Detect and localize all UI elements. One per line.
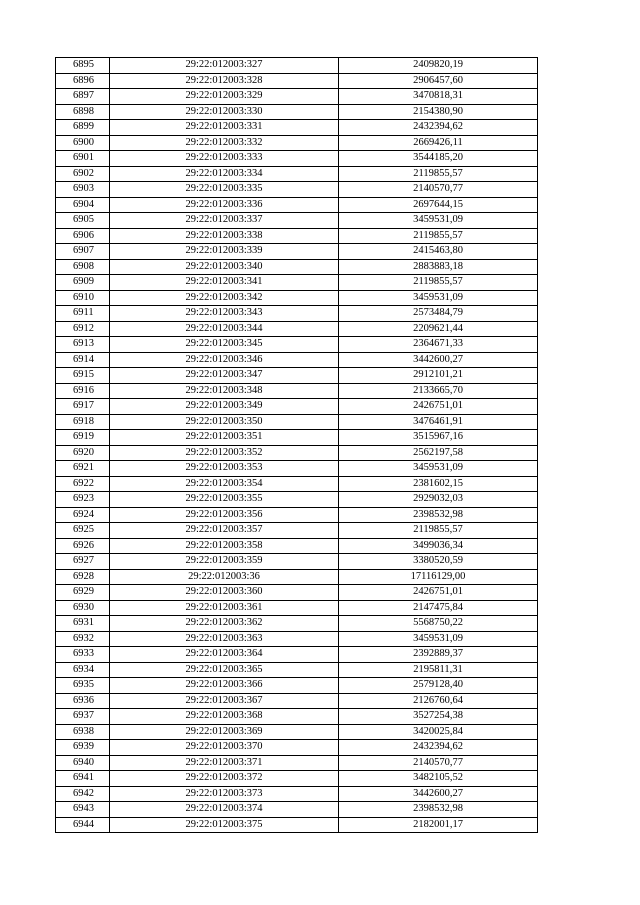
- table-row: [56, 306, 538, 322]
- cadastral-number-cell: 29:22:012003:36: [110, 569, 339, 585]
- cadastral-number-cell: 29:22:012003:361: [110, 600, 339, 616]
- cadastral-number-cell: 29:22:012003:336: [110, 197, 339, 213]
- table-row: [56, 461, 538, 477]
- row-number-cell: 6940: [56, 755, 110, 771]
- table-row: [56, 337, 538, 353]
- cadastral-value-cell: 3459531,09: [339, 461, 538, 477]
- cadastral-number-cell: 29:22:012003:367: [110, 693, 339, 709]
- table-row: [56, 647, 538, 663]
- cadastral-number-cell: 29:22:012003:332: [110, 135, 339, 151]
- cadastral-number-cell: 29:22:012003:343: [110, 306, 339, 322]
- row-number-cell: 6934: [56, 662, 110, 678]
- table-row: [56, 476, 538, 492]
- cadastral-number-cell: 29:22:012003:345: [110, 337, 339, 353]
- row-number-cell: 6906: [56, 228, 110, 244]
- row-number-cell: 6898: [56, 104, 110, 120]
- row-number-cell: 6902: [56, 166, 110, 182]
- cadastral-number-cell: 29:22:012003:342: [110, 290, 339, 306]
- table-row: [56, 430, 538, 446]
- table-row: [56, 817, 538, 833]
- table-row: [56, 120, 538, 136]
- table-row: [56, 213, 538, 229]
- table-row: [56, 740, 538, 756]
- cadastral-number-cell: 29:22:012003:353: [110, 461, 339, 477]
- cadastral-value-cell: 2119855,57: [339, 166, 538, 182]
- cadastral-value-cell: 2426751,01: [339, 585, 538, 601]
- row-number-cell: 6900: [56, 135, 110, 151]
- table-row: [56, 182, 538, 198]
- cadastral-number-cell: 29:22:012003:374: [110, 802, 339, 818]
- table-row: [56, 58, 538, 74]
- cadastral-number-cell: 29:22:012003:375: [110, 817, 339, 833]
- row-number-cell: 6913: [56, 337, 110, 353]
- cadastral-value-cell: 2119855,57: [339, 523, 538, 539]
- cadastral-number-cell: 29:22:012003:340: [110, 259, 339, 275]
- cadastral-value-cell: 2119855,57: [339, 275, 538, 291]
- table-row: [56, 352, 538, 368]
- cadastral-number-cell: 29:22:012003:355: [110, 492, 339, 508]
- table-row: [56, 197, 538, 213]
- cadastral-number-cell: 29:22:012003:334: [110, 166, 339, 182]
- row-number-cell: 6941: [56, 771, 110, 787]
- cadastral-number-cell: 29:22:012003:344: [110, 321, 339, 337]
- table-row: [56, 802, 538, 818]
- cadastral-number-cell: 29:22:012003:328: [110, 73, 339, 89]
- cadastral-number-cell: 29:22:012003:368: [110, 709, 339, 725]
- cadastral-number-cell: 29:22:012003:359: [110, 554, 339, 570]
- table-row: [56, 368, 538, 384]
- row-number-cell: 6914: [56, 352, 110, 368]
- cadastral-value-cell: 3380520,59: [339, 554, 538, 570]
- row-number-cell: 6909: [56, 275, 110, 291]
- cadastral-value-cell: 2883883,18: [339, 259, 538, 275]
- table-row: [56, 383, 538, 399]
- cadastral-value-cell: 3459531,09: [339, 213, 538, 229]
- table-row: [56, 662, 538, 678]
- table-row: [56, 616, 538, 632]
- row-number-cell: 6943: [56, 802, 110, 818]
- table-row: [56, 290, 538, 306]
- cadastral-number-cell: 29:22:012003:350: [110, 414, 339, 430]
- row-number-cell: 6901: [56, 151, 110, 167]
- cadastral-number-cell: 29:22:012003:341: [110, 275, 339, 291]
- cadastral-value-table: [55, 57, 538, 833]
- cadastral-value-cell: 17116129,00: [339, 569, 538, 585]
- table-row: [56, 693, 538, 709]
- cadastral-value-cell: 3442600,27: [339, 352, 538, 368]
- cadastral-number-cell: 29:22:012003:339: [110, 244, 339, 260]
- cadastral-value-cell: 3459531,09: [339, 290, 538, 306]
- table-row: [56, 554, 538, 570]
- cadastral-value-cell: 2409820,19: [339, 58, 538, 74]
- cadastral-number-cell: 29:22:012003:329: [110, 89, 339, 105]
- cadastral-value-cell: 2398532,98: [339, 507, 538, 523]
- table-row: [56, 104, 538, 120]
- cadastral-value-cell: 2140570,77: [339, 182, 538, 198]
- table-row: [56, 709, 538, 725]
- row-number-cell: 6918: [56, 414, 110, 430]
- table-row: [56, 678, 538, 694]
- row-number-cell: 6915: [56, 368, 110, 384]
- cadastral-value-cell: 2133665,70: [339, 383, 538, 399]
- row-number-cell: 6919: [56, 430, 110, 446]
- table-row: [56, 771, 538, 787]
- row-number-cell: 6903: [56, 182, 110, 198]
- cadastral-value-cell: 2364671,33: [339, 337, 538, 353]
- table-row: [56, 73, 538, 89]
- cadastral-value-cell: 3470818,31: [339, 89, 538, 105]
- cadastral-value-cell: 5568750,22: [339, 616, 538, 632]
- row-number-cell: 6922: [56, 476, 110, 492]
- cadastral-value-cell: 2392889,37: [339, 647, 538, 663]
- cadastral-number-cell: 29:22:012003:365: [110, 662, 339, 678]
- row-number-cell: 6911: [56, 306, 110, 322]
- cadastral-number-cell: 29:22:012003:354: [110, 476, 339, 492]
- cadastral-number-cell: 29:22:012003:372: [110, 771, 339, 787]
- cadastral-number-cell: 29:22:012003:360: [110, 585, 339, 601]
- row-number-cell: 6896: [56, 73, 110, 89]
- cadastral-value-cell: 2182001,17: [339, 817, 538, 833]
- cadastral-value-cell: 2432394,62: [339, 120, 538, 136]
- table-row: [56, 507, 538, 523]
- table-row: [56, 523, 538, 539]
- cadastral-number-cell: 29:22:012003:369: [110, 724, 339, 740]
- cadastral-number-cell: 29:22:012003:327: [110, 58, 339, 74]
- row-number-cell: 6916: [56, 383, 110, 399]
- cadastral-number-cell: 29:22:012003:331: [110, 120, 339, 136]
- cadastral-value-cell: 3420025,84: [339, 724, 538, 740]
- table-row: [56, 399, 538, 415]
- cadastral-number-cell: 29:22:012003:335: [110, 182, 339, 198]
- cadastral-value-cell: 2426751,01: [339, 399, 538, 415]
- row-number-cell: 6938: [56, 724, 110, 740]
- cadastral-number-cell: 29:22:012003:366: [110, 678, 339, 694]
- cadastral-value-cell: 3459531,09: [339, 631, 538, 647]
- row-number-cell: 6924: [56, 507, 110, 523]
- table-row: [56, 631, 538, 647]
- row-number-cell: 6923: [56, 492, 110, 508]
- table-row: [56, 151, 538, 167]
- cadastral-number-cell: 29:22:012003:349: [110, 399, 339, 415]
- cadastral-value-cell: 2669426,11: [339, 135, 538, 151]
- row-number-cell: 6944: [56, 817, 110, 833]
- cadastral-value-cell: 2912101,21: [339, 368, 538, 384]
- row-number-cell: 6910: [56, 290, 110, 306]
- cadastral-number-cell: 29:22:012003:370: [110, 740, 339, 756]
- row-number-cell: 6935: [56, 678, 110, 694]
- cadastral-number-cell: 29:22:012003:333: [110, 151, 339, 167]
- table-row: [56, 89, 538, 105]
- table-row: [56, 445, 538, 461]
- row-number-cell: 6926: [56, 538, 110, 554]
- table-row: [56, 755, 538, 771]
- table-row: [56, 228, 538, 244]
- row-number-cell: 6917: [56, 399, 110, 415]
- cadastral-number-cell: 29:22:012003:373: [110, 786, 339, 802]
- cadastral-value-cell: 2573484,79: [339, 306, 538, 322]
- cadastral-number-cell: 29:22:012003:351: [110, 430, 339, 446]
- cadastral-number-cell: 29:22:012003:364: [110, 647, 339, 663]
- table-row: [56, 135, 538, 151]
- cadastral-value-cell: 2195811,31: [339, 662, 538, 678]
- row-number-cell: 6912: [56, 321, 110, 337]
- table-row: [56, 244, 538, 260]
- cadastral-value-cell: 2929032,03: [339, 492, 538, 508]
- row-number-cell: 6928: [56, 569, 110, 585]
- table-row: [56, 569, 538, 585]
- table-row: [56, 600, 538, 616]
- table-row: [56, 585, 538, 601]
- cadastral-value-cell: 2381602,15: [339, 476, 538, 492]
- cadastral-value-cell: 3499036,34: [339, 538, 538, 554]
- row-number-cell: 6933: [56, 647, 110, 663]
- row-number-cell: 6905: [56, 213, 110, 229]
- row-number-cell: 6927: [56, 554, 110, 570]
- cadastral-value-cell: 3527254,38: [339, 709, 538, 725]
- row-number-cell: 6942: [56, 786, 110, 802]
- table-body: [56, 58, 538, 833]
- cadastral-number-cell: 29:22:012003:348: [110, 383, 339, 399]
- cadastral-value-cell: 2432394,62: [339, 740, 538, 756]
- row-number-cell: 6895: [56, 58, 110, 74]
- row-number-cell: 6908: [56, 259, 110, 275]
- cadastral-value-cell: 2562197,58: [339, 445, 538, 461]
- row-number-cell: 6936: [56, 693, 110, 709]
- cadastral-number-cell: 29:22:012003:347: [110, 368, 339, 384]
- table-row: [56, 275, 538, 291]
- table-row: [56, 414, 538, 430]
- cadastral-value-cell: 2415463,80: [339, 244, 538, 260]
- cadastral-value-cell: 3482105,52: [339, 771, 538, 787]
- cadastral-number-cell: 29:22:012003:338: [110, 228, 339, 244]
- row-number-cell: 6937: [56, 709, 110, 725]
- cadastral-value-cell: 3442600,27: [339, 786, 538, 802]
- row-number-cell: 6920: [56, 445, 110, 461]
- cadastral-value-cell: 3476461,91: [339, 414, 538, 430]
- row-number-cell: 6930: [56, 600, 110, 616]
- cadastral-number-cell: 29:22:012003:358: [110, 538, 339, 554]
- row-number-cell: 6931: [56, 616, 110, 632]
- table-row: [56, 724, 538, 740]
- row-number-cell: 6925: [56, 523, 110, 539]
- cadastral-value-cell: 3544185,20: [339, 151, 538, 167]
- cadastral-number-cell: 29:22:012003:363: [110, 631, 339, 647]
- cadastral-number-cell: 29:22:012003:352: [110, 445, 339, 461]
- row-number-cell: 6907: [56, 244, 110, 260]
- cadastral-number-cell: 29:22:012003:357: [110, 523, 339, 539]
- row-number-cell: 6932: [56, 631, 110, 647]
- row-number-cell: 6897: [56, 89, 110, 105]
- cadastral-value-cell: 2119855,57: [339, 228, 538, 244]
- table-row: [56, 786, 538, 802]
- table-row: [56, 259, 538, 275]
- cadastral-value-cell: 2126760,64: [339, 693, 538, 709]
- row-number-cell: 6921: [56, 461, 110, 477]
- cadastral-value-cell: 2398532,98: [339, 802, 538, 818]
- cadastral-value-cell: 2697644,15: [339, 197, 538, 213]
- table-row: [56, 321, 538, 337]
- cadastral-number-cell: 29:22:012003:346: [110, 352, 339, 368]
- cadastral-number-cell: 29:22:012003:362: [110, 616, 339, 632]
- cadastral-value-cell: 2209621,44: [339, 321, 538, 337]
- cadastral-number-cell: 29:22:012003:330: [110, 104, 339, 120]
- cadastral-value-cell: 3515967,16: [339, 430, 538, 446]
- table-row: [56, 492, 538, 508]
- row-number-cell: 6899: [56, 120, 110, 136]
- cadastral-value-cell: 2147475,84: [339, 600, 538, 616]
- cadastral-value-cell: 2906457,60: [339, 73, 538, 89]
- cadastral-number-cell: 29:22:012003:371: [110, 755, 339, 771]
- table-row: [56, 538, 538, 554]
- row-number-cell: 6904: [56, 197, 110, 213]
- cadastral-number-cell: 29:22:012003:337: [110, 213, 339, 229]
- row-number-cell: 6939: [56, 740, 110, 756]
- row-number-cell: 6929: [56, 585, 110, 601]
- cadastral-value-cell: 2140570,77: [339, 755, 538, 771]
- cadastral-value-cell: 2154380,90: [339, 104, 538, 120]
- cadastral-value-cell: 2579128,40: [339, 678, 538, 694]
- table-row: [56, 166, 538, 182]
- cadastral-number-cell: 29:22:012003:356: [110, 507, 339, 523]
